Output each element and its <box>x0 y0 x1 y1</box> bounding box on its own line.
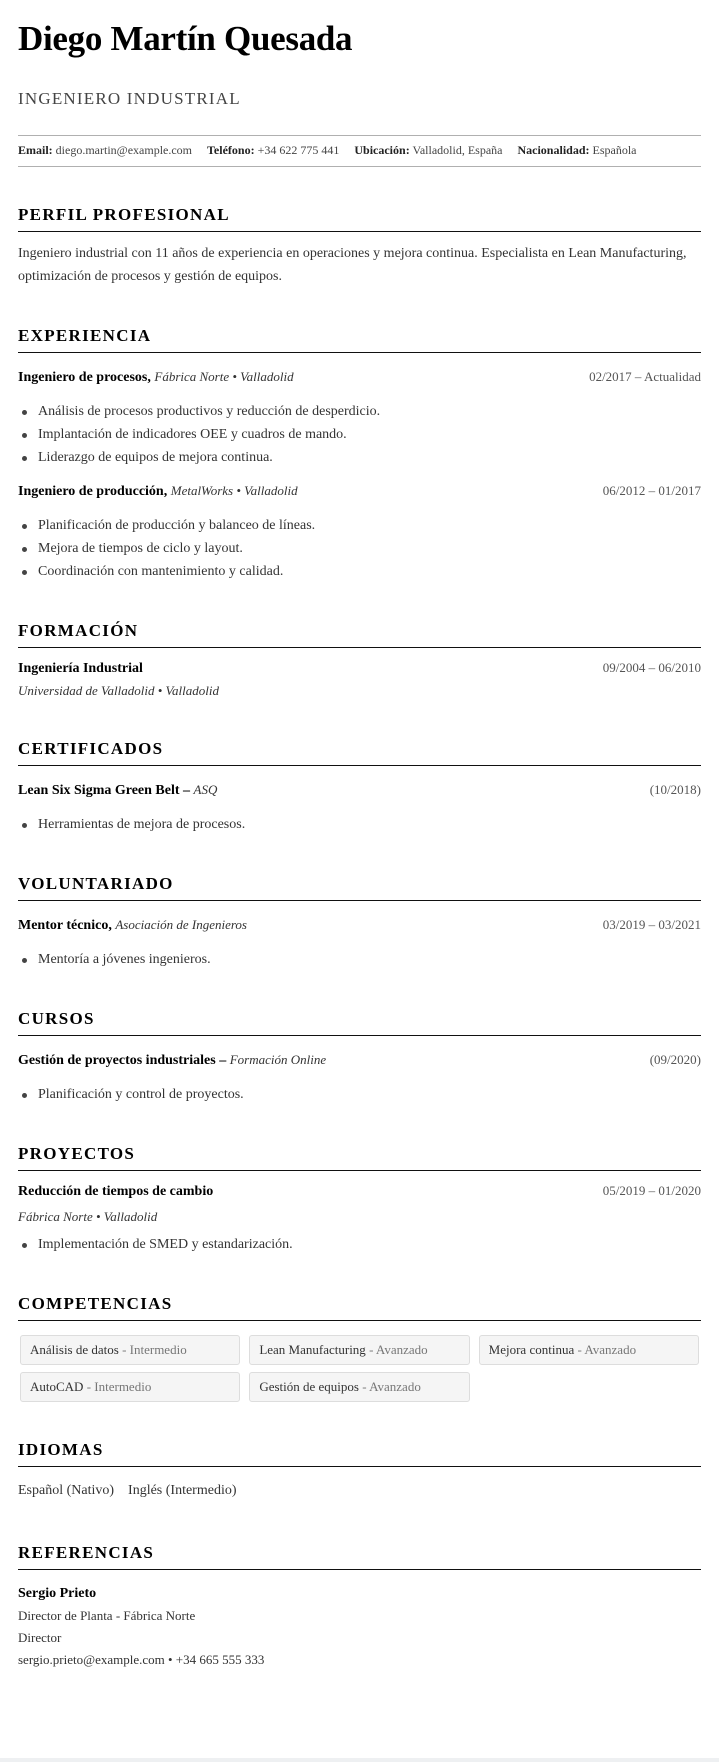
volunteering-bullets <box>18 948 701 971</box>
skill-name: Lean Manufacturing <box>259 1342 366 1357</box>
project-location: Fábrica Norte • Valladolid <box>18 1209 158 1224</box>
contact-nationality-value: Española <box>592 143 637 157</box>
skill-level: - Avanzado <box>365 1342 428 1357</box>
contact-location <box>354 143 502 157</box>
contact-location-value: Valladolid, España <box>412 143 503 157</box>
experience-bullets <box>18 514 701 583</box>
section-experience <box>18 326 701 583</box>
page-bottom-edge <box>0 1758 719 1762</box>
skill-level: - Intermedio <box>83 1379 152 1394</box>
bullet-item: Análisis de procesos productivos y reducción de desperdicio. <box>18 400 701 423</box>
contact-email <box>18 143 192 157</box>
experience-entry <box>18 367 701 469</box>
section-title-certificates: CERTIFICADOS <box>18 739 701 766</box>
section-certificates <box>18 739 701 836</box>
volunteering-entry <box>18 915 701 971</box>
experience-date: 06/2012 – 01/2017 <box>602 483 701 498</box>
project-bullets <box>18 1233 701 1256</box>
separator: , <box>108 918 116 933</box>
experience-entry-header <box>18 481 701 502</box>
volunteering-date: 03/2019 – 03/2021 <box>602 917 701 932</box>
certificate-name: Lean Six Sigma Green Belt <box>18 783 180 798</box>
languages-list <box>18 1481 701 1501</box>
candidate-role: INGENIERO INDUSTRIAL <box>18 89 241 108</box>
section-education <box>18 621 701 701</box>
section-title-profile: PERFIL PROFESIONAL <box>18 205 701 232</box>
reference-entry <box>18 1584 701 1670</box>
reference-position: Director de Planta - Fábrica Norte <box>18 1608 196 1623</box>
project-date: 05/2019 – 01/2020 <box>602 1183 701 1198</box>
separator: – <box>179 783 194 798</box>
volunteering-org: Asociación de Ingenieros <box>115 917 247 932</box>
contact-email-label: Email: <box>18 143 53 157</box>
section-projects <box>18 1144 701 1256</box>
bullet-item: Liderazgo de equipos de mejora continua. <box>18 446 701 469</box>
bullet-item: Mejora de tiempos de ciclo y layout. <box>18 537 701 560</box>
skill-level: - Avanzado <box>358 1379 421 1394</box>
bullet-item: Herramientas de mejora de procesos. <box>18 813 701 836</box>
certificate-bullets <box>18 813 701 836</box>
project-name: Reducción de tiempos de cambio <box>18 1184 214 1199</box>
experience-entry-heading <box>18 367 294 388</box>
contact-phone <box>207 143 339 157</box>
section-title-education: FORMACIÓN <box>18 621 701 648</box>
section-skills <box>18 1294 701 1402</box>
section-profile <box>18 205 701 288</box>
section-title-skills: COMPETENCIAS <box>18 1294 701 1321</box>
certificate-entry <box>18 780 701 836</box>
course-entry <box>18 1050 701 1106</box>
experience-company: Fábrica Norte • Valladolid <box>154 369 294 384</box>
certificate-entry-heading <box>18 780 217 801</box>
experience-position: Ingeniero de producción <box>18 484 164 499</box>
bullet-item: Implantación de indicadores OEE y cuadros de mando. <box>18 423 701 446</box>
education-degree: Ingeniería Industrial <box>18 661 143 676</box>
experience-company: MetalWorks • Valladolid <box>170 483 298 498</box>
contact-nationality-label: Nacionalidad: <box>517 143 590 157</box>
skill-name: AutoCAD <box>30 1379 84 1394</box>
skill-name: Análisis de datos <box>30 1342 119 1357</box>
volunteering-role: Mentor técnico <box>18 918 109 933</box>
experience-entry-heading <box>18 481 298 502</box>
course-bullets <box>18 1083 701 1106</box>
skill-name: Mejora continua <box>488 1342 575 1357</box>
profile-summary: Ingeniero industrial con 11 años de experiencia en operaciones y mejora continua. Especialista en Lean Manufacturing, optimización de procesos y gestión de equipos. <box>18 246 687 284</box>
skill-chip <box>249 1372 469 1402</box>
contact-email-value[interactable]: diego.martin@example.com <box>55 143 193 157</box>
project-entry-header <box>18 1181 701 1202</box>
language-item: Inglés (Intermedio) <box>128 1483 237 1498</box>
volunteering-entry-heading <box>18 915 247 936</box>
bullet-item: Coordinación con mantenimiento y calidad. <box>18 560 701 583</box>
certificate-date: (10/2018) <box>649 782 701 797</box>
project-entry <box>18 1181 701 1256</box>
section-references <box>18 1543 701 1670</box>
skills-grid <box>18 1335 701 1402</box>
reference-contact[interactable]: sergio.prieto@example.com • +34 665 555 333 <box>18 1652 265 1667</box>
bullet-item: Implementación de SMED y estandarización. <box>18 1233 701 1256</box>
course-provider: Formación Online <box>229 1052 327 1067</box>
section-title-volunteering: VOLUNTARIADO <box>18 874 701 901</box>
section-languages <box>18 1440 701 1501</box>
language-item: Español (Nativo) <box>18 1483 115 1498</box>
contact-bar <box>18 135 701 167</box>
section-title-projects: PROYECTOS <box>18 1144 701 1171</box>
course-date: (09/2020) <box>649 1052 701 1067</box>
experience-position: Ingeniero de procesos <box>18 370 148 385</box>
skill-name: Gestión de equipos <box>259 1379 359 1394</box>
section-title-experience: EXPERIENCIA <box>18 326 701 353</box>
resume-header <box>18 18 701 167</box>
course-entry-heading <box>18 1050 326 1071</box>
bullet-item: Planificación de producción y balanceo de líneas. <box>18 514 701 537</box>
contact-location-label: Ubicación: <box>354 143 410 157</box>
experience-entry-header <box>18 367 701 388</box>
candidate-name: Diego Martín Quesada <box>18 19 353 58</box>
section-title-languages: IDIOMAS <box>18 1440 701 1467</box>
skill-chip <box>479 1335 699 1365</box>
education-school: Universidad de Valladolid • Valladolid <box>18 683 219 698</box>
experience-bullets <box>18 400 701 469</box>
skill-chip <box>20 1335 240 1365</box>
education-entry <box>18 658 701 701</box>
section-title-references: REFERENCIAS <box>18 1543 701 1570</box>
education-entry-header <box>18 658 701 679</box>
contact-phone-value[interactable]: +34 622 775 441 <box>257 143 340 157</box>
separator: , <box>163 484 171 499</box>
contact-phone-label: Teléfono: <box>207 143 255 157</box>
contact-nationality <box>517 143 636 157</box>
skill-chip <box>249 1335 469 1365</box>
course-name: Gestión de proyectos industriales <box>18 1053 216 1068</box>
bullet-item: Planificación y control de proyectos. <box>18 1083 701 1106</box>
education-date: 09/2004 – 06/2010 <box>602 660 701 675</box>
separator: , <box>147 370 155 385</box>
certificate-entry-header <box>18 780 701 801</box>
certificate-issuer: ASQ <box>193 782 218 797</box>
reference-name: Sergio Prieto <box>18 1586 97 1601</box>
bullet-item: Mentoría a jóvenes ingenieros. <box>18 948 701 971</box>
skill-level: - Intermedio <box>118 1342 187 1357</box>
experience-entry <box>18 481 701 583</box>
section-volunteering <box>18 874 701 971</box>
skill-chip <box>20 1372 240 1402</box>
reference-relation: Director <box>18 1630 62 1645</box>
volunteering-entry-header <box>18 915 701 936</box>
section-courses <box>18 1009 701 1106</box>
separator: – <box>215 1053 230 1068</box>
section-title-courses: CURSOS <box>18 1009 701 1036</box>
course-entry-header <box>18 1050 701 1071</box>
skill-level: - Avanzado <box>574 1342 637 1357</box>
experience-date: 02/2017 – Actualidad <box>589 369 701 384</box>
